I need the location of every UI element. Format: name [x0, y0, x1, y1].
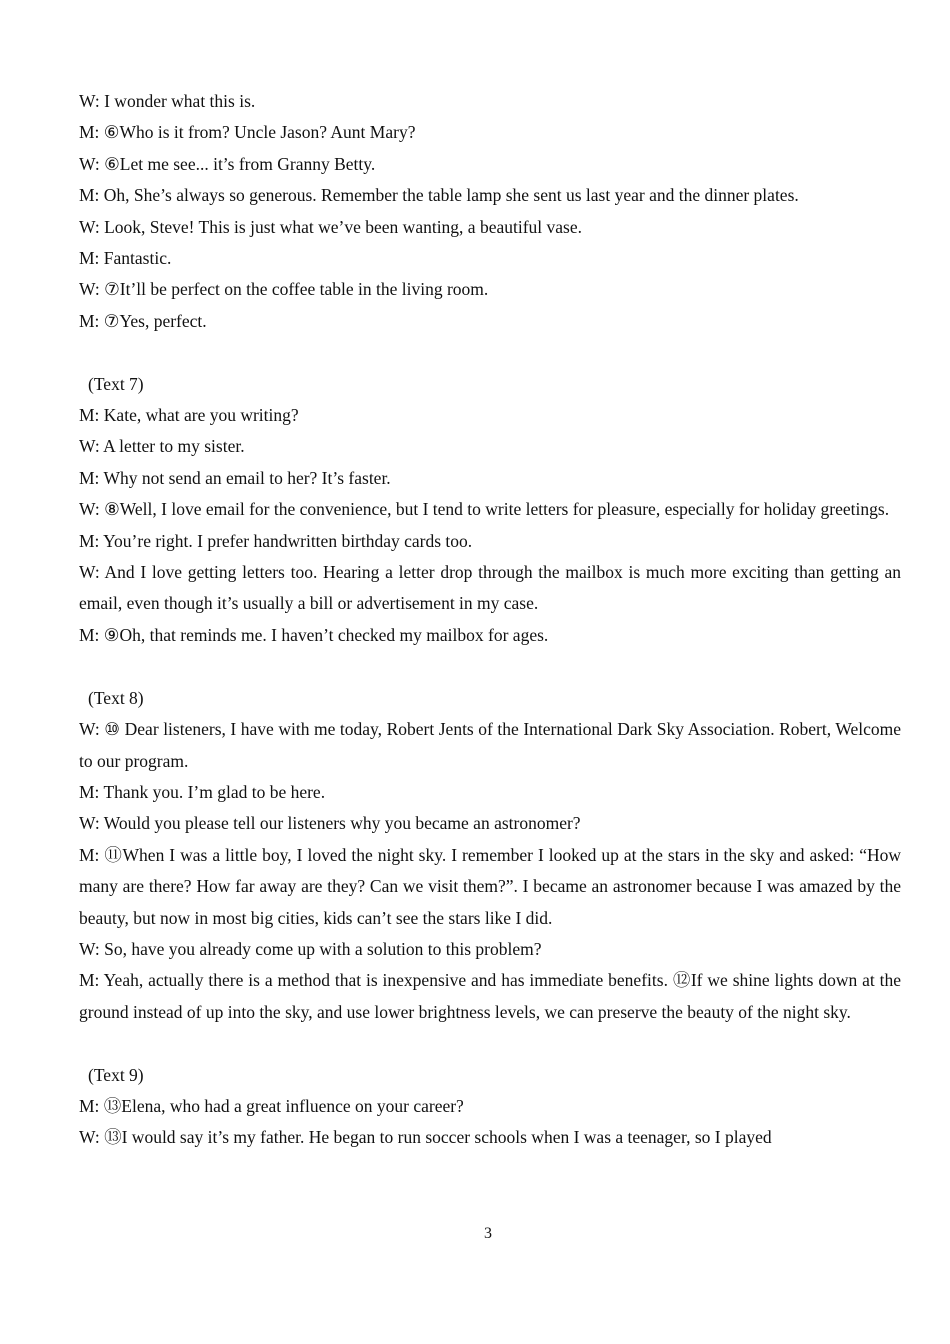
dialogue-line: W: ⑧Well, I love email for the convenience, but I tend to write letters for pleasure, especially for holiday greetings.: [79, 499, 890, 520]
dialogue-line: M: Fantastic.: [79, 248, 172, 269]
dialogue-line: M: Yeah, actually there is a method that is inexpensive and has immediate benefits. ⑫If we shine lights down at the ground instead of up into the sky, and use lower brightness levels, we can preserve the beauty of the night sky.: [79, 970, 901, 1022]
dialogue-line: M: ⑦Yes, perfect.: [79, 310, 207, 331]
dialogue-line: W: Look, Steve! This is just what we’ve been wanting, a beautiful vase.: [79, 216, 582, 237]
dialogue-line: W: ⑥Let me see... it’s from Granny Betty.: [79, 153, 376, 174]
section-spacer: [79, 651, 901, 682]
section-heading-text9: (Text 9): [88, 1064, 144, 1085]
dialogue-line: W: And I love getting letters too. Hearing a letter drop through the mailbox is much more exciting than getting an email, even though it’s usually a bill or advertisement in my case.: [79, 562, 901, 614]
dialogue-line: W: Would you please tell our listeners why you became an astronomer?: [79, 813, 581, 834]
dialogue-line: M: ⑥Who is it from? Uncle Jason? Aunt Mary?: [79, 122, 416, 143]
page-number: 3: [484, 1225, 492, 1242]
dialogue-line: M: Oh, She’s always so generous. Remember the table lamp she sent us last year and the dinner plates.: [79, 185, 799, 206]
dialogue-line: M: ⑬Elena, who had a great influence on your career?: [79, 1095, 464, 1116]
section-heading-text8: (Text 8): [88, 687, 144, 708]
dialogue-line: W: So, have you already come up with a solution to this problem?: [79, 938, 542, 959]
dialogue-line: W: I wonder what this is.: [79, 91, 256, 111]
dialogue-line: W: ⑬I would say it’s my father. He began to run soccer schools when I was a teenager, so I played: [79, 1127, 772, 1148]
dialogue-line: M: Thank you. I’m glad to be here.: [79, 781, 326, 802]
section-heading-text7: (Text 7): [88, 373, 144, 394]
dialogue-line: W: ⑦It’ll be perfect on the coffee table in the living room.: [79, 279, 489, 300]
section-spacer: [79, 1028, 901, 1059]
document-page: [79, 86, 901, 1154]
dialogue-line: M: ⑨Oh, that reminds me. I haven’t checked my mailbox for ages.: [79, 624, 549, 645]
dialogue-line: W: ⑩ Dear listeners, I have with me today, Robert Jents of the International Dark Sky Association. Robert, Welcome to our program.: [79, 719, 901, 771]
section-spacer: [79, 337, 901, 368]
dialogue-line: M: You’re right. I prefer handwritten birthday cards too.: [79, 530, 473, 551]
dialogue-line: W: A letter to my sister.: [79, 436, 245, 457]
dialogue-line: M: Why not send an email to her? It’s faster.: [79, 467, 391, 488]
dialogue-line: M: Kate, what are you writing?: [79, 405, 299, 426]
dialogue-line: M: ⑪When I was a little boy, I loved the night sky. I remember I looked up at the stars in the sky and asked: “How many are there? How far away are they? Can we visit them?”. I became an astronomer because I was amazed by the beauty, but now in most big cities, kids can’t see the stars like I did.: [79, 844, 901, 928]
